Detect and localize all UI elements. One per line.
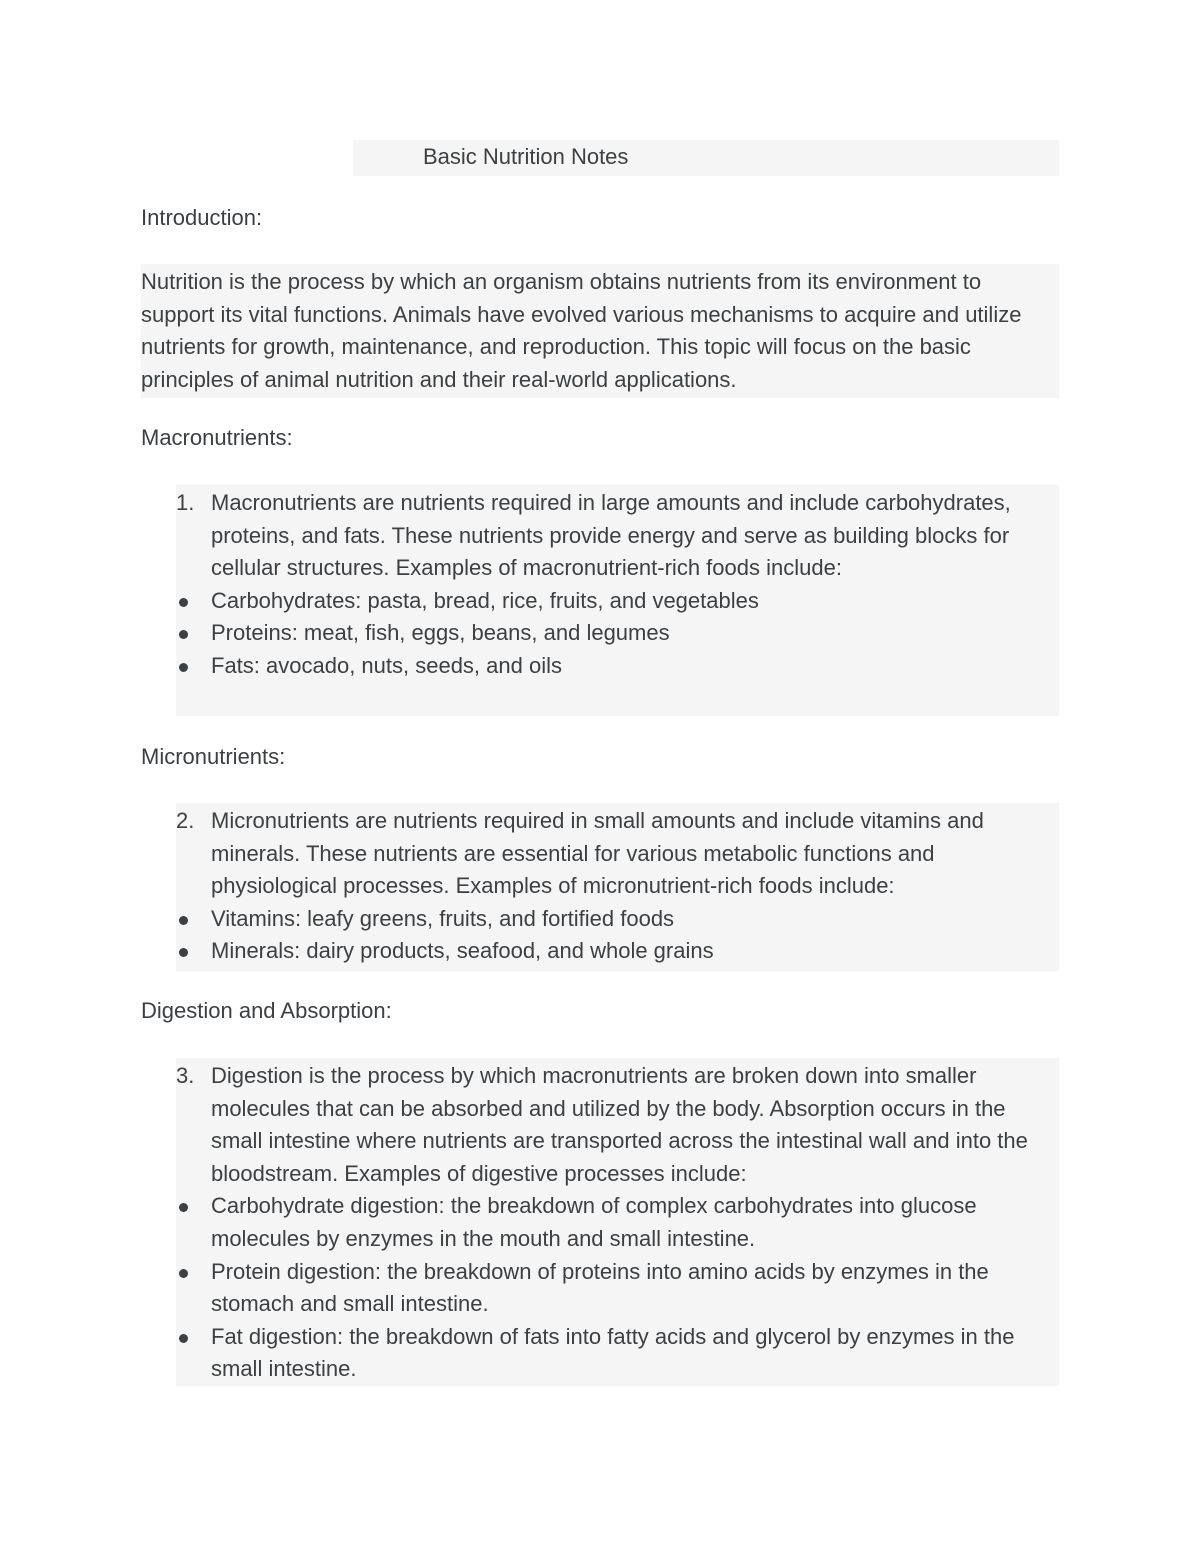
- bullet-text: Vitamins: leafy greens, fruits, and fortified foods: [211, 905, 675, 931]
- bullet-text: Fat digestion: the breakdown of fats into fatty acids and glycerol by enzymes in the small intestine.: [211, 1323, 1015, 1382]
- digestion-block: [176, 1058, 1059, 1386]
- item-text: Macronutrients are nutrients required in large amounts and include carbohydrates, proteins, and fats. These nutrients provide energy and serve as building blocks for cellular structures. Examples of macronutrient-rich foods include:: [211, 490, 1011, 581]
- bullet-icon: [179, 663, 188, 672]
- bullet-item: [176, 585, 1059, 618]
- macronutrients-block: [176, 485, 1059, 716]
- bullet-item: [176, 1190, 1059, 1255]
- bullet-item: [176, 1256, 1059, 1321]
- numbered-item-1: [176, 487, 1059, 585]
- digestion-heading: Digestion and Absorption:: [141, 998, 392, 1023]
- item-number: 1.: [176, 490, 195, 515]
- item-number: 2.: [176, 808, 195, 833]
- bullet-icon: [179, 598, 188, 607]
- bullet-text: Carbohydrate digestion: the breakdown of complex carbohydrates into glucose molecules by enzymes in the mouth and small intestine.: [211, 1193, 977, 1251]
- bullet-icon: [179, 1269, 188, 1278]
- bullet-text: Proteins: meat, fish, eggs, beans, and legumes: [211, 620, 670, 646]
- numbered-item-3: [176, 1060, 1059, 1190]
- bullet-item: [176, 903, 1059, 936]
- bullet-text: Fats: avocado, nuts, seeds, and oils: [211, 652, 562, 678]
- bullet-icon: [179, 1203, 188, 1212]
- bullet-icon: [179, 916, 188, 925]
- bullet-item: [176, 617, 1059, 650]
- bullet-text: Minerals: dairy products, seafood, and whole grains: [211, 938, 714, 964]
- micronutrients-heading: Micronutrients:: [141, 744, 286, 769]
- bullet-item: [176, 935, 1059, 968]
- numbered-item-2: [176, 805, 1059, 903]
- introduction-heading: Introduction:: [141, 205, 263, 230]
- item-number: 3.: [176, 1063, 195, 1088]
- document-title: Basic Nutrition Notes: [423, 144, 629, 169]
- bullet-icon: [179, 630, 188, 639]
- item-text: Digestion is the process by which macronutrients are broken down into smaller molecules that can be absorbed and utilized by the body. Absorption occurs in the small intestine where nutrients are transported across the intestinal wall and into the bloodstream. Examples of digestive processes include:: [211, 1063, 1028, 1186]
- bullet-icon: [179, 948, 188, 957]
- bullet-text: Carbohydrates: pasta, bread, rice, fruits, and vegetables: [211, 587, 759, 613]
- bullet-item: [176, 650, 1059, 683]
- bullet-text: Protein digestion: the breakdown of proteins into amino acids by enzymes in the stomach and small intestine.: [211, 1258, 989, 1317]
- bullet-icon: [179, 1334, 188, 1343]
- item-text: Micronutrients are nutrients required in small amounts and include vitamins and minerals. These nutrients are essential for various metabolic functions and physiological processes. Examples of micronutrient-rich foods include:: [211, 808, 984, 899]
- title-bar: [353, 140, 1059, 176]
- introduction-paragraph: Nutrition is the process by which an organism obtains nutrients from its environment to support its vital functions. Animals have evolved various mechanisms to acquire and utilize nutrients for growth, maintenance, and reproduction. This topic will focus on the basic principles of animal nutrition and their real-world applications.: [141, 269, 1022, 393]
- bullet-item: [176, 1321, 1059, 1386]
- macronutrients-heading: Macronutrients:: [141, 425, 293, 450]
- introduction-block: [141, 264, 1059, 398]
- micronutrients-block: [176, 803, 1059, 971]
